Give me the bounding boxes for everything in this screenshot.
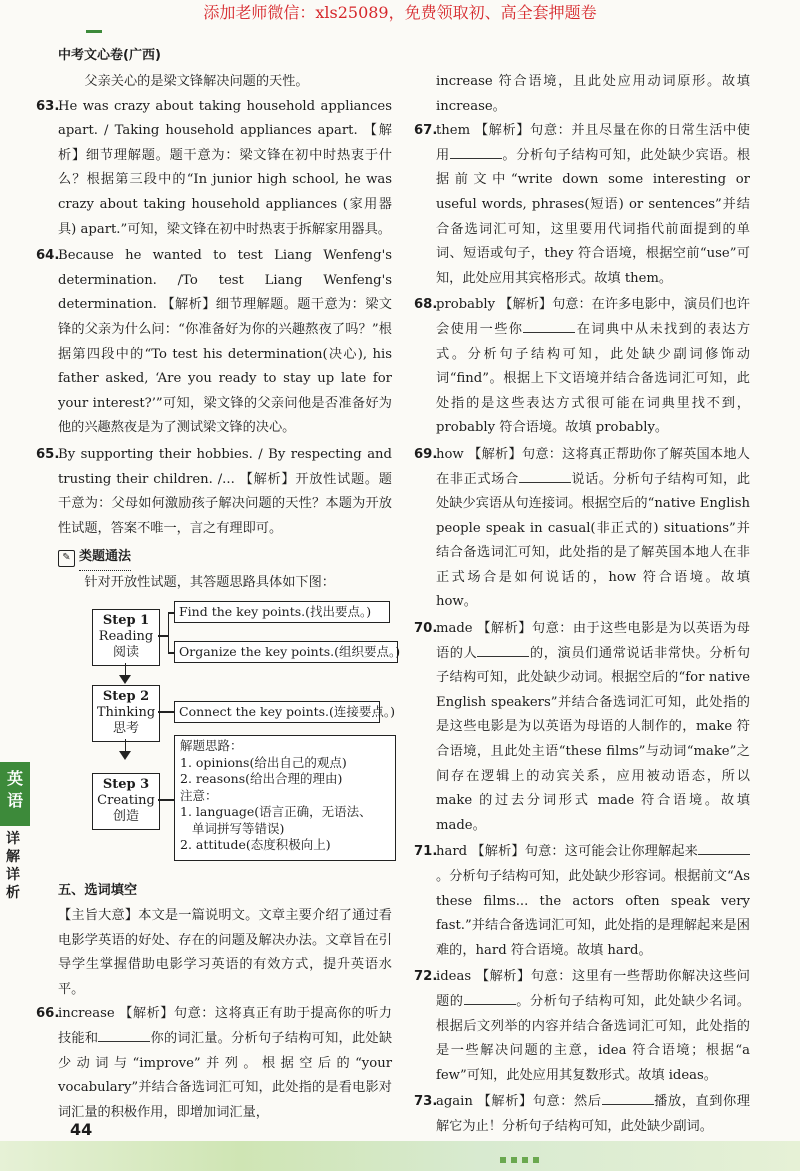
notes-line: 2. attitude(态度积极向上) (180, 837, 331, 853)
page-number: 44 (70, 1120, 93, 1139)
key-point-connect: Connect the key points.(连接要点。) (174, 701, 380, 723)
answer-text: probably 【解析】句意：在许多电影中，演员们也许会使用一些你 (436, 297, 750, 337)
answer-64 (36, 244, 392, 441)
question-number: 65. (36, 446, 60, 462)
step1-cn: 阅读 (112, 645, 139, 661)
notes-line: 解题思路： (180, 738, 243, 754)
blank (523, 318, 575, 333)
step3-title: Step 3 (102, 777, 150, 793)
notes-line: 单词拼写等错误) (192, 820, 285, 836)
answer-text: 的，演员们通常说话非常快。分析句子结构可知，此处缺少动词。根据空后的“for native English speakers”并结合备选词汇可知，此处指的是这些电影是为以英语为母语的人制作的，make 符合语境，且此处主语“these films”与动词“make”之间存在逻辑上的动宾关系，应用被动语态，所以 make 的过去分词形式 made 符合语境。故填 made。 (436, 645, 751, 833)
blank (450, 144, 502, 159)
step3-cn: 创造 (112, 809, 139, 825)
answer-text: 。分析句子结构可知，此处缺少名词。根据后文列举的内容并结合备选词汇可知，此处指的是一些解决问题的主意，idea 符合语境；根据“a few”可知，此处应用其复数形式。故填 ideas。 (436, 993, 751, 1083)
step2-sub: Thinking (96, 705, 156, 721)
answer-text: 播放，直到你理解它为止！分析句子结构可知，此处缺少副词。 (436, 1094, 750, 1134)
subject-subtitle: 详解详析 (6, 831, 20, 901)
question-number: 73. (414, 1094, 438, 1110)
blank (464, 990, 516, 1005)
question-number: 68. (414, 297, 438, 313)
blank (477, 642, 529, 657)
notes-line: 2. reasons(给出合理的理由) (180, 771, 343, 787)
footer-decoration (500, 1157, 539, 1163)
step3-sub: Creating (97, 793, 155, 809)
paragraph: increase 符合语境，且此处应用动词原形。故填 increase。 (436, 74, 750, 114)
tip-label: 类题通法 (79, 545, 131, 571)
section-title: 五、选词填空 (58, 883, 138, 899)
notes-line: 1. opinions(给出自己的观点) (180, 754, 347, 770)
blank (698, 840, 750, 855)
question-number: 72. (414, 969, 438, 985)
step2-cn: 思考 (112, 721, 139, 737)
answer-70 (414, 617, 751, 838)
answer-text: hard 【解析】句意：这可能会让你理解起来 (436, 844, 698, 860)
answer-text: them 【解析】句意：并且尽量在你的日常生活中使用 (436, 123, 750, 163)
answer-text: Because he wanted to test Liang Wenfeng's determination. /To test Liang Wenfeng's determination. 【解析】细节理解题。题干意为：梁文锋的父亲为什么问：“你准备好为你的兴趣熬夜了吗？”根据第四段中的“To test his determination(决心), his father asked, ‘Are you ready to stay up late for your interest?’”可知，梁文锋的父亲问他是否准备好为他的兴趣熬夜是为了测试梁文锋的决心。 (58, 248, 392, 436)
running-head: 中考文心卷(广西) (58, 48, 161, 63)
answer-text: again 【解析】句意：然后 (436, 1094, 602, 1110)
decorative-mark (86, 30, 102, 33)
question-number: 69. (414, 446, 438, 462)
pencil-note-icon: ✎ (58, 550, 75, 567)
question-number: 70. (414, 621, 438, 637)
blank (519, 468, 571, 483)
connector (168, 612, 174, 613)
step2-title: Step 2 (102, 689, 150, 705)
thinking-notes-box (174, 735, 396, 861)
arrow-down-icon (119, 675, 131, 684)
answer-text: 。分析句子结构可知，此处缺少宾语。根据前文中“write down some interesting or useful words, phrases(短语) or sentences”并结合备选词汇可知，这里要用代词指代前面提到的单词、短语或句子，they 符合语境，根据空前“use”可知，此处应用其宾格形式。故填 them。 (436, 147, 751, 286)
connector (158, 711, 174, 712)
promo-banner: 添加老师微信：xls25089，免费领取初、高全套押题卷 (203, 3, 597, 22)
answer-text: increase 【解析】句意：这将真正有助于提高你的听力技能和 (58, 1006, 392, 1047)
tip-header (58, 545, 392, 571)
question-number: 66. (36, 1006, 60, 1022)
tip-intro: 针对开放性试题，其答题思路具体如下图： (84, 574, 335, 590)
notes-line: 1. language(语言正确，无语法、 (180, 804, 372, 820)
step3-box (92, 773, 160, 830)
question-number: 71. (414, 844, 438, 860)
step1-box (92, 609, 160, 666)
blank (98, 1027, 150, 1042)
answer-text: By supporting their hobbies. / By respecting and trusting their children. /... 【解析】开放性试题。题干意为：父母如何激励孩子解决问题的天性？本题为开放性试题，答案不唯一，言之有理即可。 (58, 446, 392, 536)
question-number: 63. (36, 98, 60, 114)
question-number: 64. (36, 248, 60, 264)
connector (158, 635, 168, 636)
left-column (36, 70, 401, 1127)
connector (158, 799, 174, 800)
connector (168, 612, 169, 652)
answer-68 (414, 293, 751, 441)
answer-66 (36, 1002, 393, 1125)
answer-63 (36, 95, 392, 243)
paragraph: 父亲关心的是梁文锋解决问题的天性。 (84, 74, 309, 89)
summary: 【主旨大意】本文是一篇说明文。文章主要介绍了通过看电影学英语的好处、存在的问题及解决办法。文章旨在引导学生掌握借助电影学习英语的有效方式，提升英语水平。 (58, 908, 392, 997)
answer-73 (414, 1090, 750, 1139)
answer-text: ideas 【解析】句意：这里有一些帮助你解决这些问题的 (436, 969, 750, 1009)
footer-band (0, 1141, 800, 1171)
connector (168, 652, 174, 653)
answer-69 (414, 443, 751, 615)
answer-text: 。分析句子结构可知，此处缺少形容词。根据前文“As these films... the actors often speak very fast.”并结合备选词汇可知，此处指的是理解起来是困难的，hard 符合语境。故填 hard。 (436, 869, 750, 958)
arrow-down-icon (119, 751, 131, 760)
step1-sub: Reading (98, 629, 154, 645)
answer-71 (414, 840, 750, 963)
question-number: 67. (414, 123, 438, 139)
notes-line: 注意： (180, 787, 218, 803)
answer-67 (414, 119, 751, 291)
answer-72 (414, 965, 751, 1088)
right-column (414, 70, 751, 1142)
answer-text: 你的词汇量。分析句子结构可知，此处缺少动词与“improve”并列。根据空后的“your vocabulary”并结合备选词汇可知，此处指的是看电影对词汇量的积极作用，即增加词汇量， (58, 1031, 393, 1120)
answer-flow-diagram (78, 601, 401, 873)
answer-text: made 【解析】句意：由于这些电影是为以英语为母语的人 (436, 621, 750, 661)
key-point-find: Find the key points.(找出要点。) (174, 601, 390, 623)
answer-text: He was crazy about taking household appliances apart. / Taking household appliances apart. 【解析】细节理解题。题干意为：梁文锋在初中时热衷于什么？根据第三段中的“In junior high school, he was crazy about taking household appliances (家用器具) apart.”可知，梁文锋在初中时热衷于拆解家用器具。 (58, 98, 392, 237)
answer-text: how 【解析】句意：这将真正帮助你了解英国本地人在非正式场合 (436, 446, 750, 487)
answer-text: 在词典中从未找到的表达方式。分析句子结构可知，此处缺少副词修饰动词“find”。根据上下文语境并结合备选词汇可知，此处指的是这些表达方式很可能在词典里找不到，probably 符合语境。故填 probably。 (436, 321, 751, 436)
key-point-organize: Organize the key points.(组织要点。) (174, 641, 398, 663)
blank (602, 1090, 654, 1105)
subject-tab: 英语 (0, 762, 30, 826)
answer-65 (36, 443, 392, 541)
answer-text: 说话。分析句子结构可知，此处缺少宾语从句连接词。根据空后的“native English people speak in casual(非正式的) situations”并结合备选词汇可知，此处指的是了解英国本地人在非正式场合是如何说话的，how 符合语境。故填 how。 (436, 471, 751, 610)
step1-title: Step 1 (102, 613, 150, 629)
step2-box (92, 685, 160, 742)
